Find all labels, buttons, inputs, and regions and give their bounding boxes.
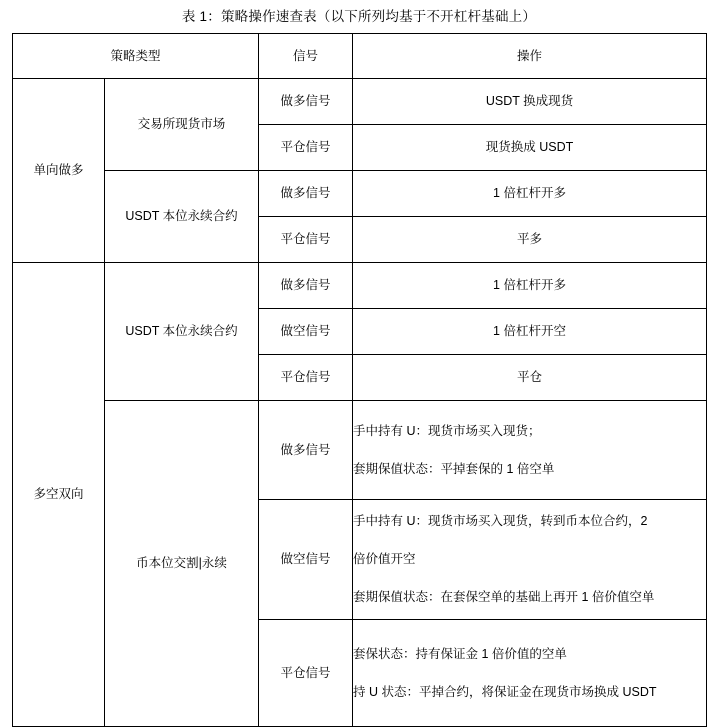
signal-cell: 平仓信号 — [259, 355, 353, 401]
signal-cell: 做多信号 — [259, 263, 353, 309]
operation-line: 套期保值状态：在套保空单的基础上再开 1 倍价值空单 — [353, 590, 655, 604]
subgroup-label-coin-margined-delivery-perpetual: 币本位交割|永续 — [105, 401, 259, 727]
subgroup-label-exchange-spot-market: 交易所现货市场 — [105, 79, 259, 171]
operation-cell: USDT 换成现货 — [353, 79, 707, 125]
signal-cell: 做多信号 — [259, 171, 353, 217]
operation-cell: 1 倍杠杆开空 — [353, 309, 707, 355]
operation-cell — [353, 620, 707, 727]
subgroup-label-usdt-perpetual-bidirectional: USDT 本位永续合约 — [105, 263, 259, 401]
column-header-strategy-type: 策略类型 — [13, 34, 259, 79]
operation-cell — [353, 500, 707, 620]
table-row — [13, 401, 707, 500]
operation-cell: 1 倍杠杆开多 — [353, 171, 707, 217]
operation-cell: 1 倍杠杆开多 — [353, 263, 707, 309]
table-caption: 表 1：策略操作速查表（以下所列均基于不开杠杆基础上） — [181, 9, 537, 24]
operation-line: 持 U 状态：平掉合约，将保证金在现货市场换成 USDT — [353, 684, 657, 699]
strategy-quick-reference-table — [12, 33, 707, 727]
operation-line: 手中持有 U：现货市场买入现货； — [353, 423, 541, 438]
operation-cell: 平多 — [353, 217, 707, 263]
group-label-one-way-long: 单向做多 — [13, 79, 105, 263]
operation-cell: 平仓 — [353, 355, 707, 401]
operation-line: 倍价值开空 — [353, 552, 416, 566]
signal-cell: 做空信号 — [259, 500, 353, 620]
signal-cell: 平仓信号 — [259, 217, 353, 263]
table-body — [13, 79, 707, 727]
signal-cell: 做多信号 — [259, 401, 353, 500]
signal-cell: 做多信号 — [259, 79, 353, 125]
table-row — [13, 263, 707, 309]
operation-line: 手中持有 U：现货市场买入现货，转到币本位合约，2 — [353, 514, 648, 528]
signal-cell: 平仓信号 — [259, 125, 353, 171]
strategy-table-wrapper — [12, 33, 706, 727]
operation-line: 套保状态：持有保证金 1 倍价值的空单 — [353, 646, 567, 661]
column-header-operation: 操作 — [353, 34, 707, 79]
table-header-row — [13, 34, 707, 79]
column-header-signal: 信号 — [259, 34, 353, 79]
table-row — [13, 171, 707, 217]
operation-line: 套期保值状态：平掉套保的 1 倍空单 — [353, 461, 555, 476]
signal-cell: 平仓信号 — [259, 620, 353, 727]
group-label-long-short-bidirectional: 多空双向 — [13, 263, 105, 727]
operation-cell — [353, 401, 707, 500]
table-header — [13, 34, 707, 79]
signal-cell: 做空信号 — [259, 309, 353, 355]
subgroup-label-usdt-perpetual-long: USDT 本位永续合约 — [105, 171, 259, 263]
table-row — [13, 79, 707, 125]
operation-cell: 现货换成 USDT — [353, 125, 707, 171]
